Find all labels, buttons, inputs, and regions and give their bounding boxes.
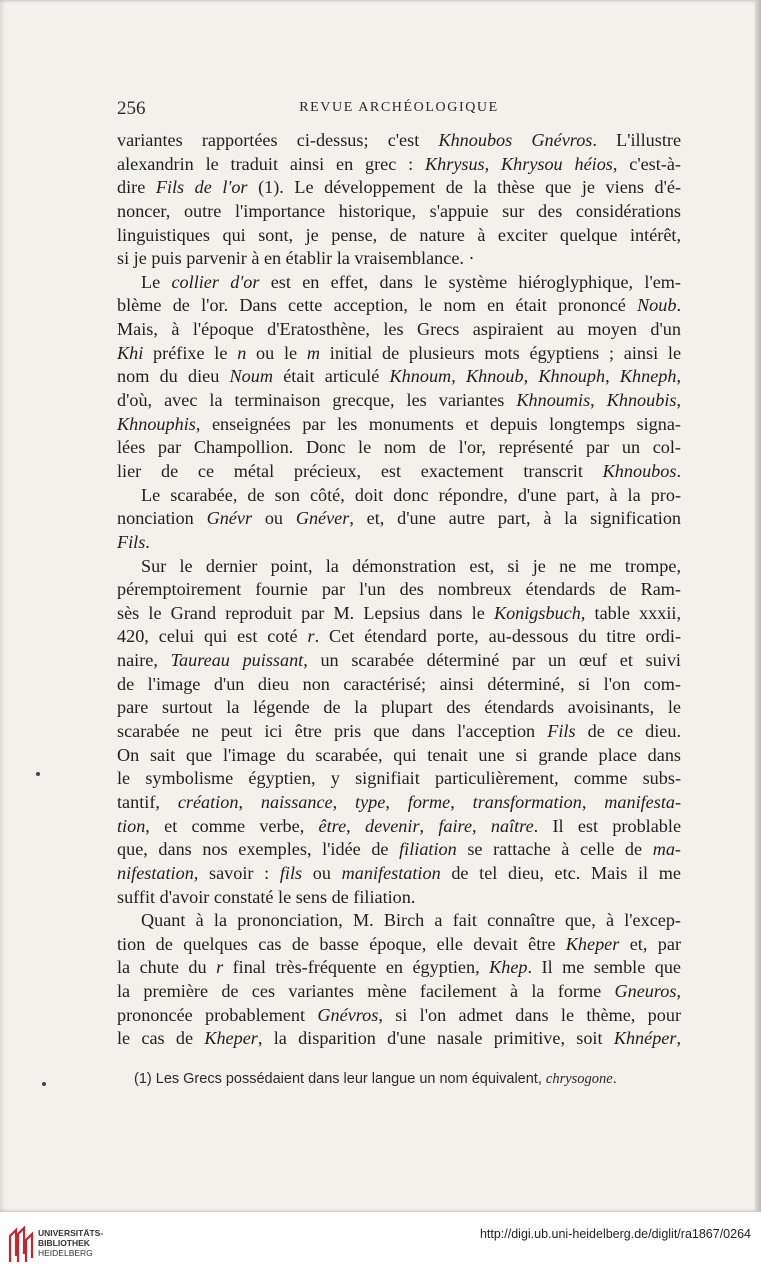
italic-run: Noub [637,295,677,316]
text-run: , la disparition d'une nasale primitive, soit [257,1028,614,1049]
text-line [117,200,681,224]
text-run: scarabée ne peut ici être pris que dans l'acception [117,721,548,742]
text-line [117,886,681,910]
italic-run: nifestation [117,862,194,883]
text-run: le cas de [117,1028,205,1049]
logo-line-2: BIBLIOTHEK [38,1238,90,1248]
italic-run: Gnévr [206,508,253,529]
italic-run: Gnéver [295,508,350,529]
italic-run: forme [407,791,451,812]
text-run: , c'est-à- [612,153,681,174]
text-line [117,460,681,484]
text-run: la chute du [117,957,217,978]
text-line [117,342,681,366]
text-run: d'où, avec la terminaison grecque, les variantes [117,390,517,411]
text-line [117,224,681,248]
text-line [117,484,681,508]
text-line [117,696,681,720]
italic-run: Khnoubis [606,390,677,411]
text-run: . Cet étendard porte, au-dessous du titre ordi- [314,626,681,647]
italic-run: Gneuros [614,981,677,1002]
italic-run: devenir [364,815,420,836]
italic-run: Fils [117,531,146,552]
text-run: nonciation [117,508,207,529]
italic-run: ma- [652,839,681,860]
text-line [117,933,681,957]
text-run: pare surtout la légende de la plupart des étendards avoisinants, le [117,697,681,718]
text-line [117,1004,681,1028]
italic-run: Khrysus [425,153,485,174]
text-run: dire [117,177,156,198]
text-run: , [676,366,681,387]
text-run: , si l'on admet dans le thème, pour [378,1004,681,1025]
text-run: Quant à la prononciation, M. Birch a fait connaître que, à l'excep- [141,910,681,931]
text-run: de ce dieu. [575,721,681,742]
italic-run: filiation [399,839,457,860]
text-run: , table xxxii, [580,602,681,623]
text-run: , [676,390,681,411]
italic-run: manifesta- [604,791,681,812]
running-header [117,98,681,122]
text-run: si je puis parvenir à en établir la vraisemblance. · [117,248,475,269]
italic-run: Khrysou héios [501,153,613,174]
text-line [117,271,681,295]
text-run: , et, d'une autre part, à la signification [349,508,681,529]
text-run: , enseignées par les monuments et depuis longtemps signa- [195,413,681,434]
text-run: variantes rapportées ci-dessus; c'est [117,130,439,150]
library-logo[interactable] [8,1226,128,1266]
text-run: , [523,366,539,387]
italic-run: fils [279,862,303,883]
text-line [117,436,681,460]
italic-run: Khnéper [613,1028,677,1049]
italic-run: manifestation [341,862,441,883]
library-emblem-icon [8,1226,34,1264]
text-run: , [605,366,620,387]
text-run: , [419,815,439,836]
text-run: , [590,390,607,411]
text-run: se rattache à celle de [456,839,653,860]
text-run: préfixe le [143,342,238,363]
text-run: , [346,815,365,836]
text-line [117,531,681,555]
text-run: ou [252,508,296,529]
text-run: On sait que l'image du scarabée, qui tenait une si grande place dans [117,744,681,765]
text-line [117,980,681,1004]
text-run: tion de quelques cas de basse époque, elle devait être [117,933,566,954]
text-run: Sur le dernier point, la démonstration est, si je ne me trompe, [141,555,681,576]
text-run: ou le [246,342,307,363]
text-run: lées par Champollion. Donc le nom de l'or, représenté par un col- [117,437,681,458]
text-run: Mais, à l'époque d'Eratosthène, les Grecs aspiraient au moyen d'un [117,319,681,340]
text-run: , [676,981,681,1002]
text-run: , [676,1028,681,1049]
text-line [117,153,681,177]
text-run: , [472,815,491,836]
text-run: tantif, [117,791,178,812]
text-run: noncer, outre l'importance historique, s'appuie sur des considérations [117,200,681,221]
footnote-text: (1) Les Grecs possédaient dans leur langue un nom équivalent, [134,1071,546,1087]
text-run: lier de ce métal précieux, est exactement transcrit [117,460,603,481]
italic-run: Khnoubos Gnévros [438,130,593,150]
text-run: . [676,295,681,316]
italic-run: r [216,957,224,978]
italic-run: création [177,791,239,812]
text-run: . Il est problable [533,815,681,836]
italic-run: Khnouph [538,366,606,387]
text-run: est en effet, dans le système hiéroglyphique, l'em- [259,271,681,292]
italic-run: Khnouphis [117,413,196,434]
text-run: initial de plusieurs mots égyptiens ; ainsi le [320,342,681,363]
text-run: , [581,791,605,812]
text-run: final très-fréquente en égyptien, [223,957,490,978]
text-run: et, par [619,933,681,954]
footnote-end: . [612,1071,617,1087]
text-run: , [385,791,408,812]
text-run: 420, celui qui est coté [117,626,308,647]
text-line [117,247,681,271]
italic-run: tion [117,815,146,836]
text-run: . L'illustre [592,130,681,150]
italic-run: Khnoumis [516,390,591,411]
text-run: blème de l'or. Dans cette acception, le nom en était prononcé [117,295,638,316]
text-line [117,507,681,531]
source-url-link[interactable]: http://digi.ub.uni-heidelberg.de/diglit/ra1867/0264 [479,1227,751,1241]
text-line [117,413,681,437]
text-line [117,791,681,815]
italic-run: Konigsbuch [493,602,581,623]
text-run: suffit d'avoir constaté le sens de filiation. [117,886,416,907]
italic-run: Kheper [565,933,620,954]
text-line [117,673,681,697]
logo-line-3: HEIDELBERG [38,1248,93,1258]
text-line [117,744,681,768]
margin-speck [42,1082,46,1086]
italic-run: Noum [229,366,273,387]
text-run: , [450,791,473,812]
text-line [117,578,681,602]
italic-run: Taureau puissant [170,650,304,671]
text-run: que, dans nos exemples, l'idée de [117,839,400,860]
text-run: la première de ces variantes mène facilement à la forme [117,981,615,1002]
text-run: , [238,791,261,812]
text-run: Le [141,271,172,292]
italic-run: Gnévros [317,1004,379,1025]
text-line [117,602,681,626]
italic-run: naissance [260,791,333,812]
text-run: , et comme verbe, [145,815,319,836]
italic-run: Kheper [204,1028,258,1049]
text-run: , savoir : [193,862,280,883]
italic-run: n [237,342,247,363]
text-line [117,129,681,153]
text-line [117,649,681,673]
italic-run: collier d'or [171,271,260,292]
text-run: le symbolisme égyptien, y signifiait particulièrement, comme subs- [117,768,681,789]
italic-run: Fils [547,721,576,742]
text-run: de tel dieu, etc. Mais il me [440,862,681,883]
text-line [117,294,681,318]
text-run: (1). Le développement de la thèse que je viens d'é- [247,177,681,198]
footnote [134,1071,654,1088]
italic-run: naître [490,815,534,836]
body-text [117,129,681,1051]
italic-run: être [318,815,347,836]
text-line [117,555,681,579]
italic-run: Khnoubos [602,460,677,481]
text-run: , [484,153,502,174]
page-number: 256 [117,98,146,119]
library-name [38,1228,103,1258]
text-line [117,909,681,933]
text-line [117,838,681,862]
text-run: sès le Grand reproduit par M. Lepsius dans le [117,602,494,623]
italic-run: Khep [489,957,528,978]
text-run: , [332,791,356,812]
text-line [117,625,681,649]
text-run: linguistiques qui sont, je pense, de nature à exciter quelque intérêt, [117,224,681,245]
italic-run: r [307,626,315,647]
text-line [117,767,681,791]
text-line [117,389,681,413]
text-line [117,720,681,744]
italic-run: faire [438,815,473,836]
text-run: alexandrin le traduit ainsi en grec : [117,153,426,174]
text-run: de l'image d'un dieu non caractérisé; ainsi déterminé, si l'on com- [117,673,681,694]
text-run: . [676,460,681,481]
text-run: péremptoirement fournie par l'un des nombreux étendards de Ram- [117,579,681,600]
text-line [117,956,681,980]
text-run: , un scarabée déterminé par un œuf et suivi [303,650,681,671]
text-run: était articulé [273,366,390,387]
text-run: naire, [117,650,171,671]
text-run: Le scarabée, de son côté, doit donc répondre, d'une part, à la pro- [141,484,681,505]
text-run: nom du dieu [117,366,230,387]
italic-run: type [355,791,386,812]
page-edge-shadow [755,0,761,1212]
text-line [117,176,681,200]
text-line [117,815,681,839]
italic-run: m [306,342,321,363]
logo-line-1: UNIVERSITÄTS- [38,1228,104,1238]
italic-run: Khi [117,342,144,363]
text-run: . [145,531,150,552]
italic-run: Khneph [619,366,677,387]
text-line [117,318,681,342]
text-run: . Il me semble que [527,957,681,978]
italic-run: transformation [472,791,582,812]
text-line [117,365,681,389]
text-line [117,862,681,886]
italic-run: Khnoum [389,366,452,387]
footnote-italic: chrysogone [545,1071,613,1087]
text-run: ou [302,862,342,883]
italic-run: Fils de l'or [155,177,248,198]
text-run: prononcée probablement [117,1004,318,1025]
running-title: REVUE ARCHÉOLOGIQUE [299,100,499,115]
text-line [117,1027,681,1051]
italic-run: Khnoub [465,366,524,387]
text-run: , [451,366,466,387]
margin-speck [36,772,40,776]
